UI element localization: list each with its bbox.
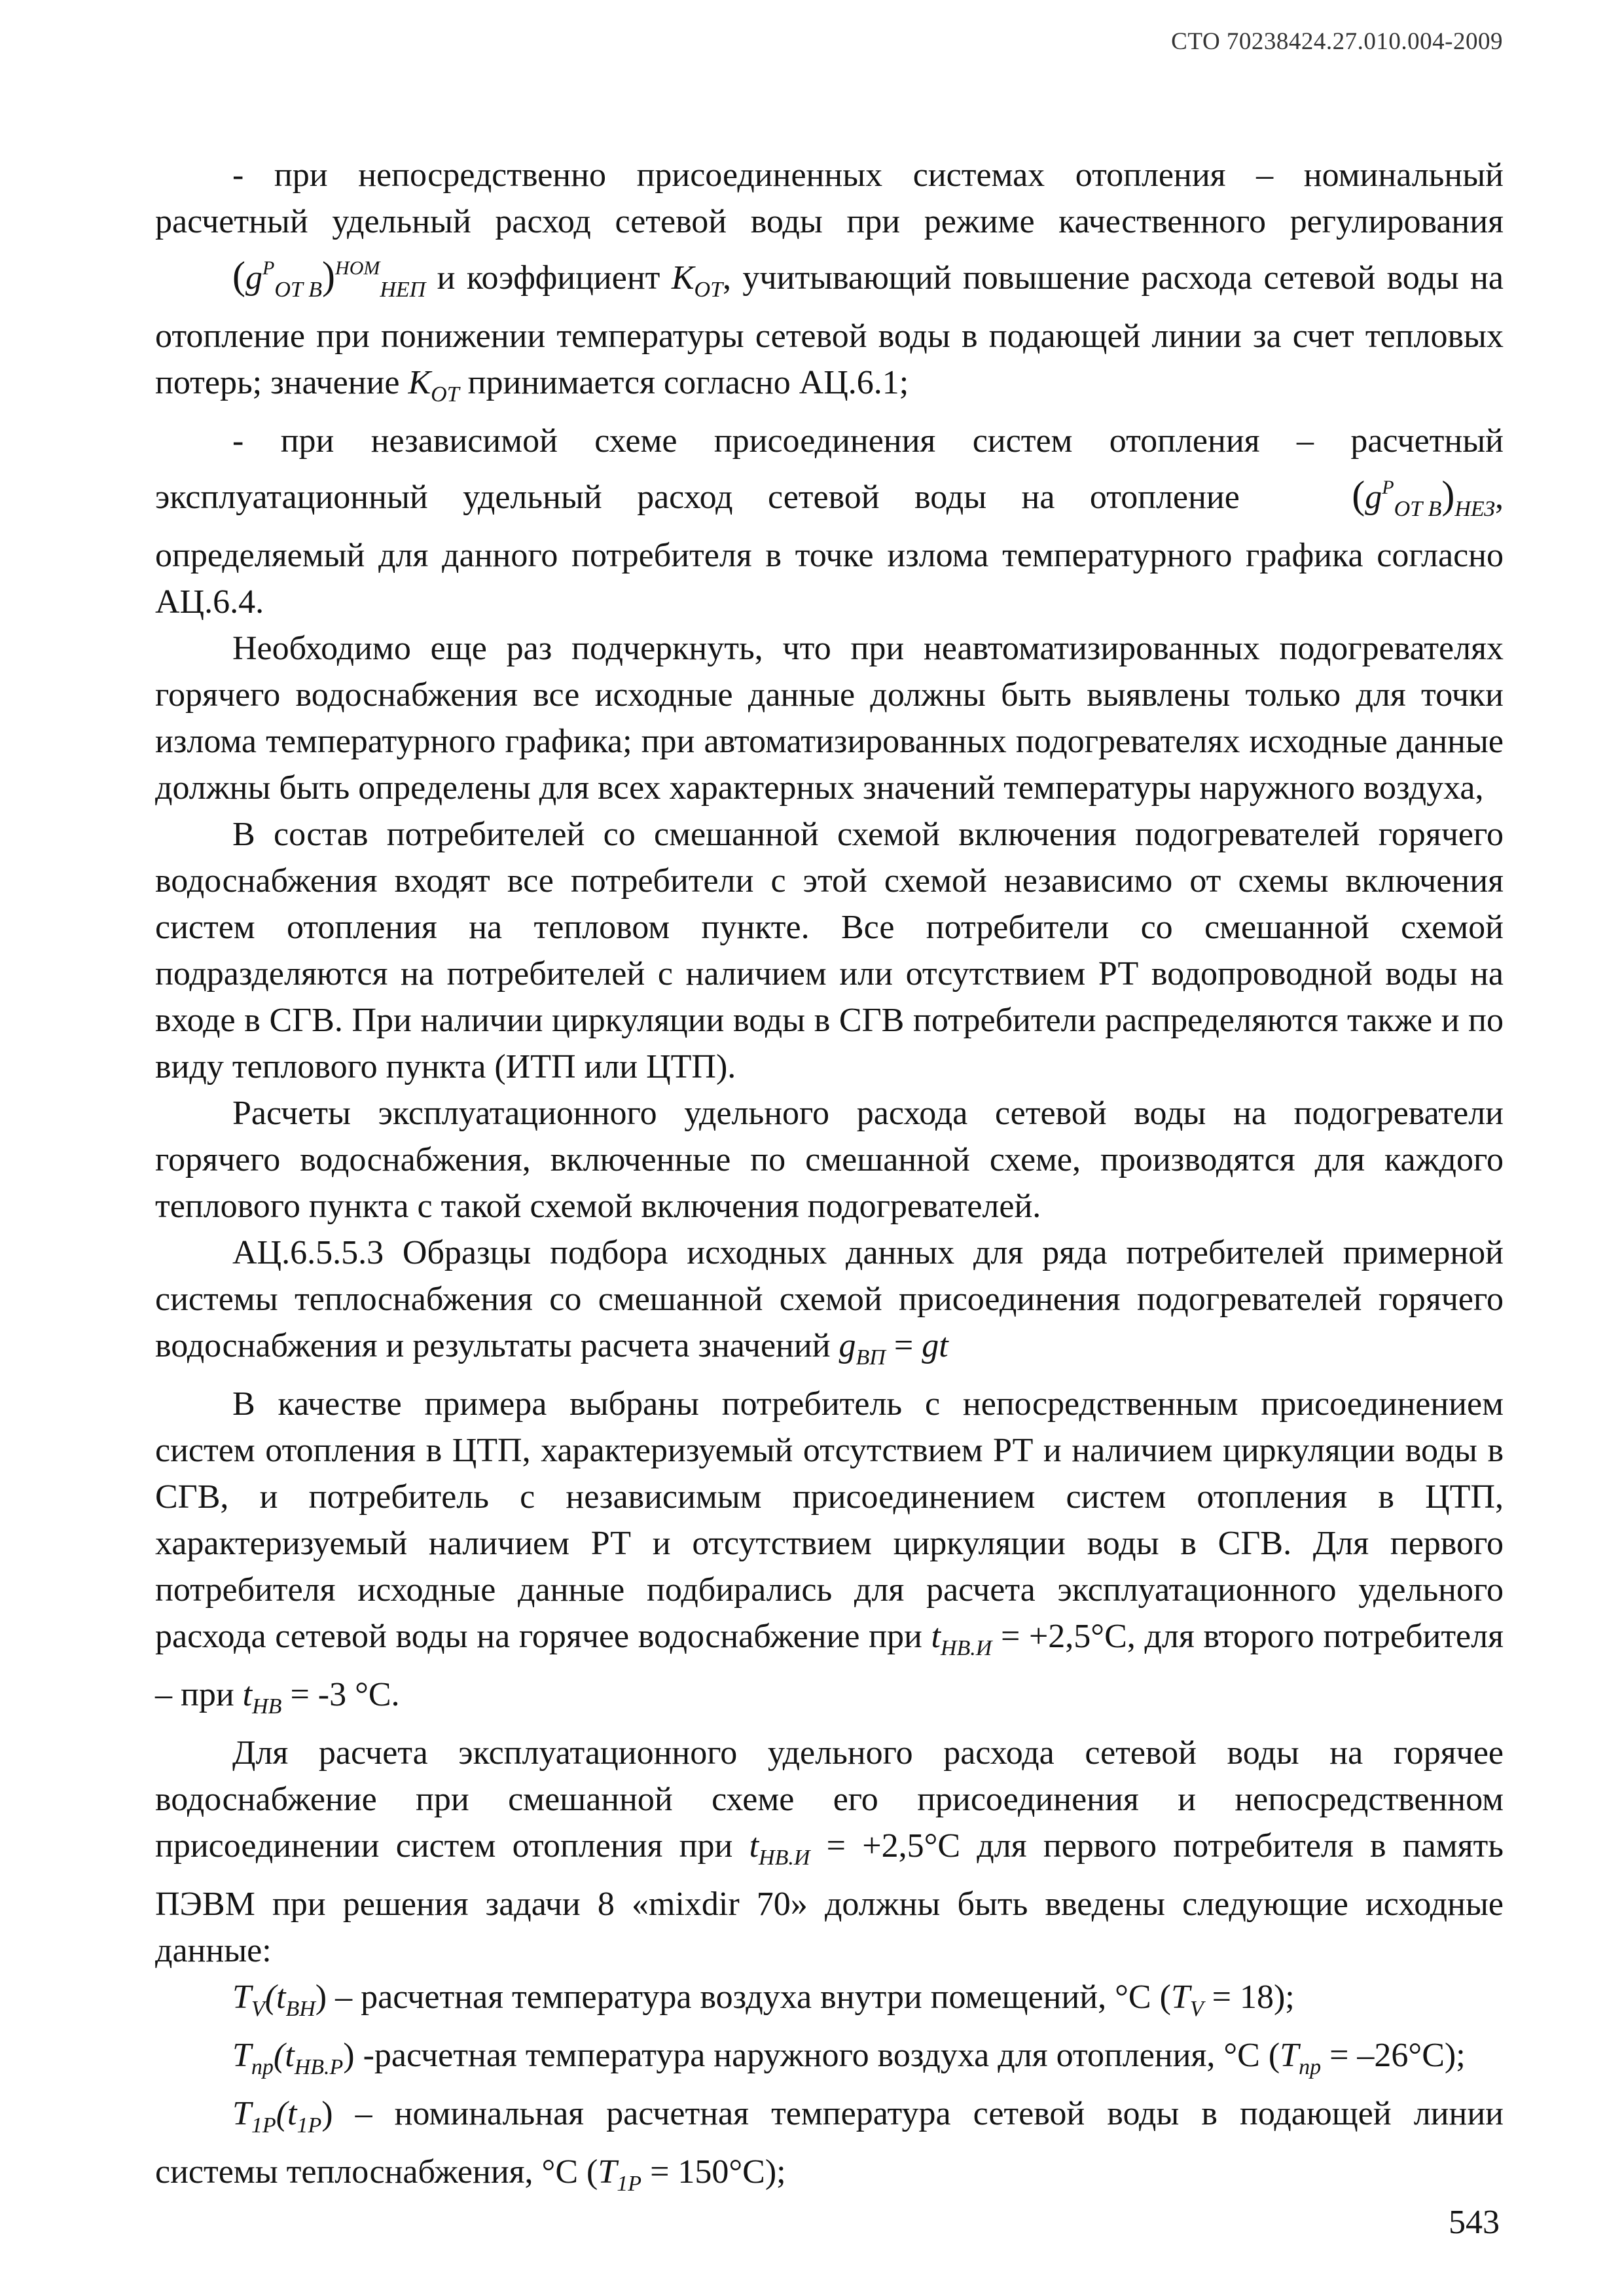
formula-g-ot-v-nom: $(g^P_{ОТ В})^{НОМ}_{НЕП}$ (232, 254, 426, 302)
paragraph-input-tv: $T_V(t_{ВН})$ – расчетная температура воздуха внутри помещений, °С $(T_V = 18)$; (232, 1978, 1295, 2021)
document-code-header: СТО 70238424.27.010.004-2009 (1171, 28, 1503, 55)
paragraph-independent-scheme: - при независимой схеме присоединения систем отопления – расчетный эксплуатационный удельный расход сетевой воды на отопление $(g^P_{ОТ В})_{НЕЗ}$, определяемый для данного потребителя в точке излома температурного графика согласно АЦ.6.4. (155, 422, 1504, 621)
paragraph-emphasis: Необходимо еще раз подчеркнуть, что при неавтоматизированных подогревателях горячего водоснабжения все исходные данные должны быть выявлены только для точки излома температурного графика; при автоматизированных подогревателях исходные данные должны быть определены для всех характерных значений температуры наружного воздуха, (155, 630, 1504, 807)
paragraph-direct-connection: - при непосредственно присоединенных системах отопления – номинальный расчетный удельный расход сетевой воды при режиме качественного регулирования $(g^P_{ОТ В})^{НОМ}_{НЕП}$ и коэффициент $K_{OT}$, учитывающий повышение расхода сетевой воды на отопление при понижении температуры сетевой воды в подающей линии за счет тепловых потерь; значение $K_{OT}$ принимается согласно АЦ.6.1; (155, 156, 1504, 407)
paragraph-input-data-intro: Для расчета эксплуатационного удельного расхода сетевой воды на горячее водоснабжение при смешанной схеме его присоединения и непосредственном присоединении систем отопления при $t_{НВ.И} = +2,5^\circ С$ для первого потребителя в память ПЭВМ при решения задачи 8 «mixdir 70» должны быть введены следующие исходные данные: (155, 1734, 1504, 1969)
page-number: 543 (1449, 2204, 1500, 2241)
formula-g-ot-v-nez: $(g^P_{ОТ В})_{НЕЗ}$ (1352, 473, 1495, 521)
paragraph-mixed-scheme-consumers: В состав потребителей со смешанной схемой включения подогревателей горячего водоснабжения входят все потребители с этой схемой независимо от схемы включения систем отопления на тепловом пункте. Все потребители со смешанной схемой подразделяются на потребителей с наличием или отсутствием РТ водопроводной воды на входе в СГВ. При наличии циркуляции воды в СГВ потребители распределяются также и по виду теплового пункта (ИТП или ЦТП). (155, 816, 1504, 1085)
body-text (155, 152, 1504, 2207)
paragraph-input-tpr: $T_{пр}(t_{НВ.Р})$ -расчетная температура наружного воздуха для отопления, °С $(T_{пр} = -26^\circ С)$; (232, 2037, 1466, 2079)
paragraph-section-ac-6-5-5-3: АЦ.6.5.5.3 Образцы подбора исходных данных для ряда потребителей примерной системы теплоснабжения со смешанной схемой присоединения подогревателей горячего водоснабжения и результаты расчета значений $g_{ВП}$ = gt (155, 1234, 1504, 1370)
paragraph-example: В качестве примера выбраны потребитель с непосредственным присоединением систем отопления в ЦТП, характеризуемый отсутствием РТ и наличием циркуляции воды в СГВ, и потребитель с независимым присоединением систем отопления в ЦТП, характеризуемый наличием РТ и отсутствием циркуляции воды в СГВ. Для первого потребителя исходные данные подбирались для расчета эксплуатационного удельного расхода сетевой воды на горячее водоснабжение при $t_{НВ.И} = +2,5^\circ С$, для второго потребителя – при $t_{НВ} = -3$ °С. (155, 1385, 1504, 1719)
paragraph-input-t1p: $T_{1Р}(t_{1Р})$ – номинальная расчетная температура сетевой воды в подающей линии системы теплоснабжения, °С $(T_{1Р} = 150^\circ С)$; (155, 2095, 1504, 2196)
paragraph-calculations: Расчеты эксплуатационного удельного расхода сетевой воды на подогреватели горячего водоснабжения, включенные по смешанной схеме, производятся для каждого теплового пункта с такой схемой включения подогревателей. (155, 1095, 1504, 1225)
